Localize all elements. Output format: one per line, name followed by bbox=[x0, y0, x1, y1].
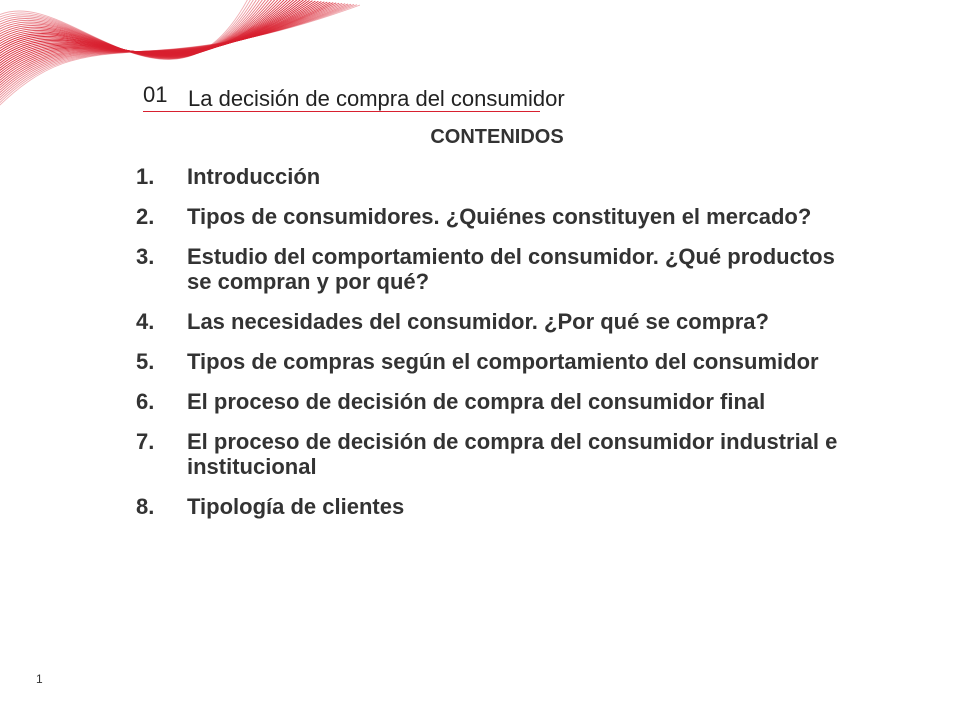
toc-item-number: 8. bbox=[136, 494, 155, 519]
toc-item-text: Estudio del comportamiento del consumidor. ¿Qué productos se compran y por qué? bbox=[187, 244, 835, 294]
toc-item bbox=[136, 204, 846, 229]
toc-item bbox=[136, 244, 846, 294]
wave-strand bbox=[0, 1, 312, 74]
toc-item-number: 6. bbox=[136, 389, 155, 414]
toc-item bbox=[136, 164, 846, 189]
page-number: 1 bbox=[36, 672, 43, 686]
toc-item-number: 1. bbox=[136, 164, 155, 189]
contents-heading: CONTENIDOS bbox=[430, 126, 564, 148]
chapter-number: 01 bbox=[143, 82, 168, 107]
wave-strand bbox=[0, 2, 324, 84]
toc-item-number: 7. bbox=[136, 429, 155, 454]
toc-item-text: Tipos de compras según el comportamiento del consumidor bbox=[187, 349, 819, 374]
chapter-title: La decisión de compra del consumidor bbox=[188, 86, 565, 111]
wave-strand bbox=[0, 0, 274, 57]
toc-item-text: El proceso de decisión de compra del consumidor final bbox=[187, 389, 766, 414]
toc-item bbox=[136, 349, 846, 374]
toc-item-number: 5. bbox=[136, 349, 155, 374]
toc-item-number: 3. bbox=[136, 244, 155, 269]
table-of-contents bbox=[136, 164, 846, 534]
toc-item-text: Tipología de clientes bbox=[187, 494, 405, 519]
toc-item-number: 4. bbox=[136, 309, 155, 334]
toc-item bbox=[136, 389, 846, 414]
toc-item bbox=[136, 309, 846, 334]
toc-item-text: El proceso de decisión de compra del consumidor industrial e institucional bbox=[187, 429, 838, 479]
toc-item bbox=[136, 494, 846, 519]
toc-item-text: Tipos de consumidores. ¿Quiénes constituyen el mercado? bbox=[187, 204, 812, 229]
toc-item-number: 2. bbox=[136, 204, 155, 229]
title-underline bbox=[143, 111, 540, 112]
toc-item-text: Las necesidades del consumidor. ¿Por qué se compra? bbox=[187, 309, 769, 334]
toc-item bbox=[136, 429, 846, 479]
toc-item-text: Introducción bbox=[187, 164, 321, 189]
wave-strand bbox=[0, 2, 330, 89]
